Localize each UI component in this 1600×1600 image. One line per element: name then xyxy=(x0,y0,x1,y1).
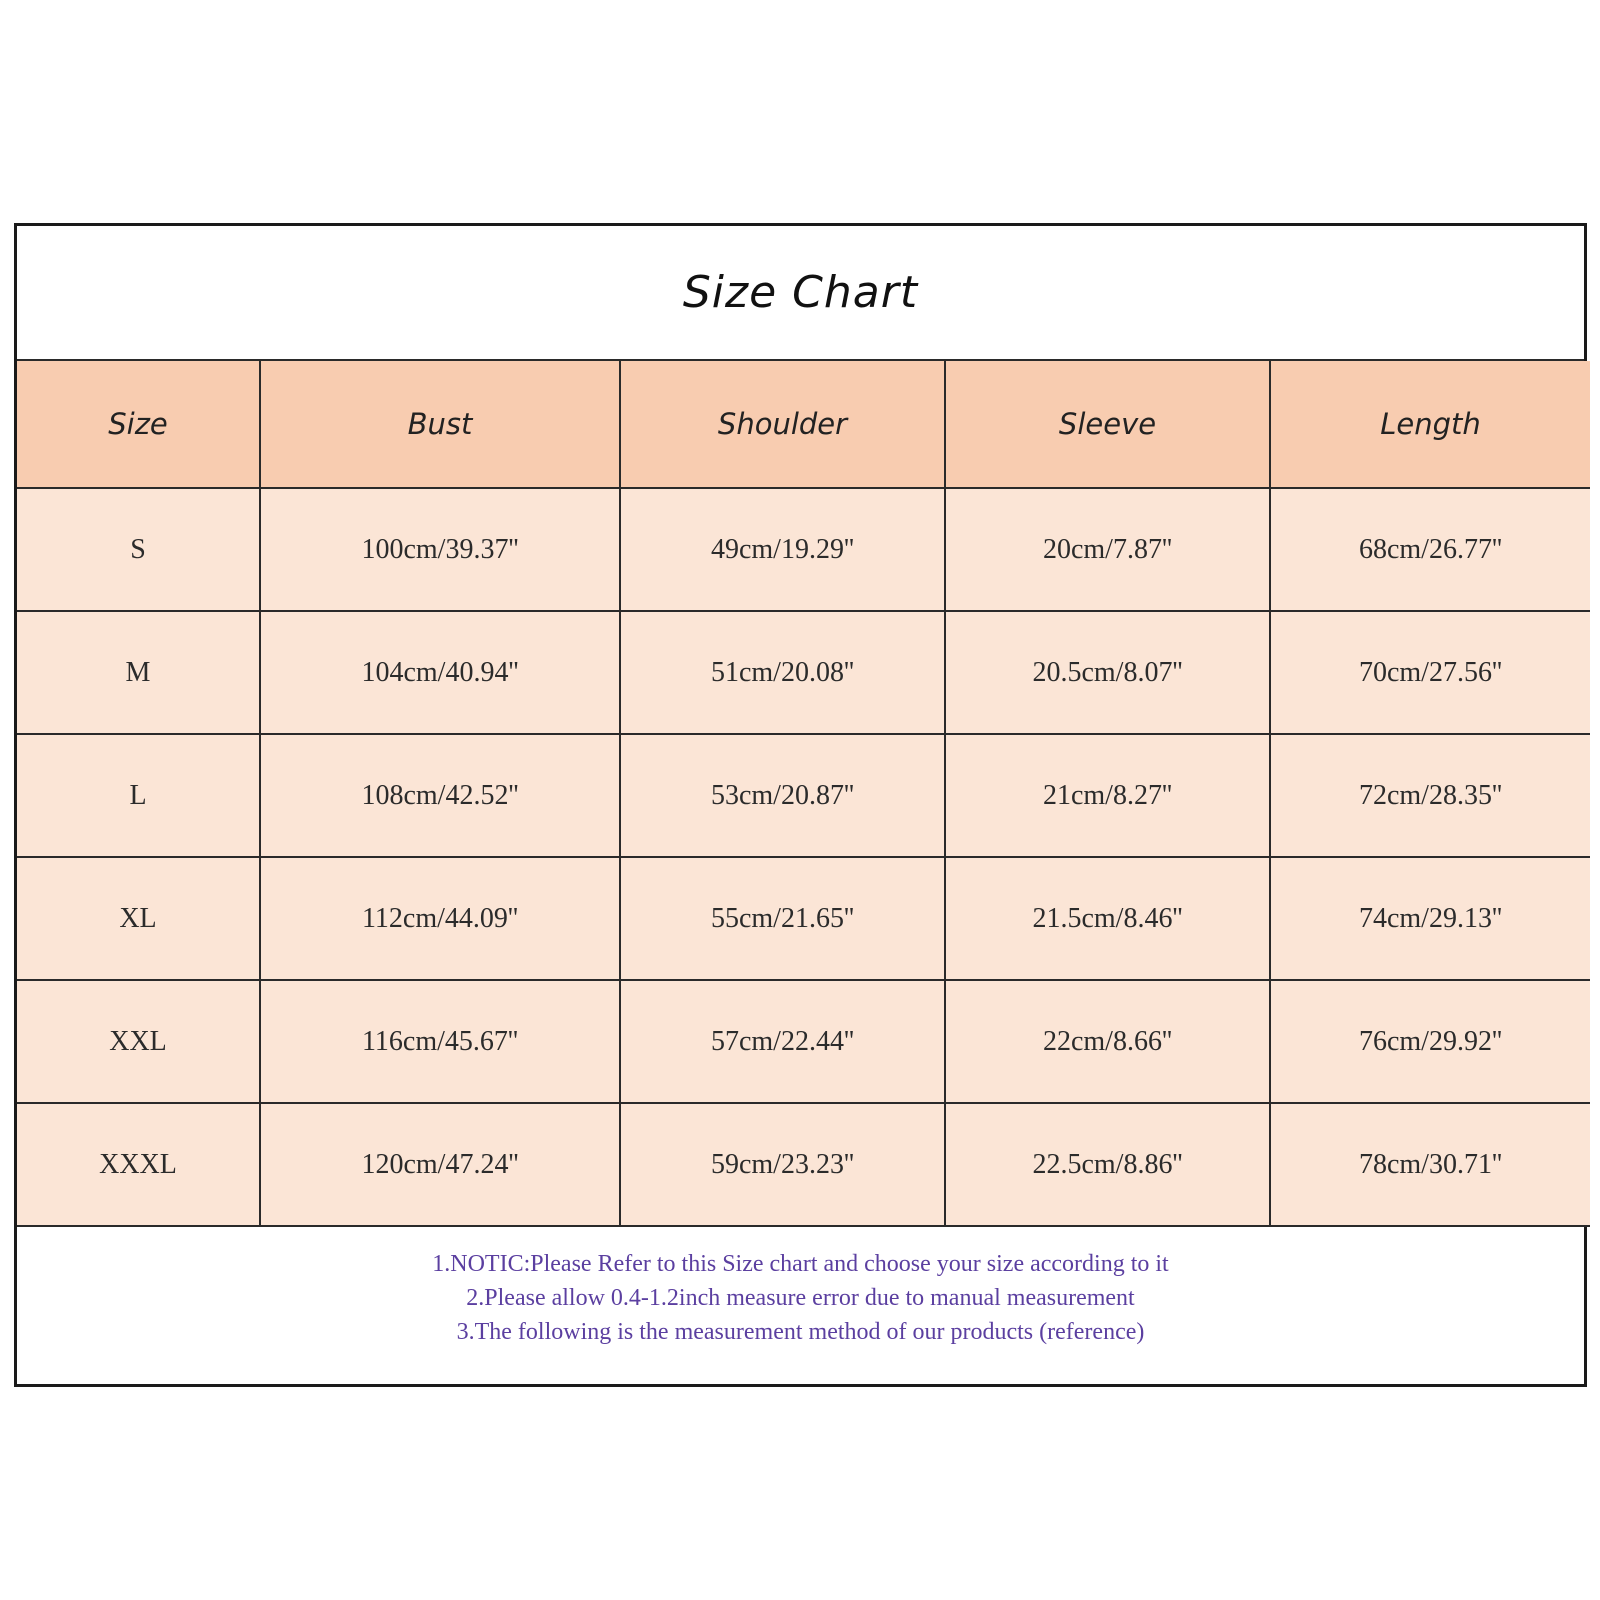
cell-shoulder: 53cm/20.87'' xyxy=(620,734,945,857)
title-area xyxy=(17,226,1584,361)
cell-length: 78cm/30.71'' xyxy=(1270,1103,1590,1226)
cell-sleeve: 22cm/8.66'' xyxy=(945,980,1270,1103)
chart-title: Size Chart xyxy=(682,267,919,318)
cell-sleeve: 22.5cm/8.86'' xyxy=(945,1103,1270,1226)
cell-length: 70cm/27.56'' xyxy=(1270,611,1590,734)
table-row xyxy=(17,1103,1590,1226)
cell-bust: 112cm/44.09'' xyxy=(260,857,620,980)
cell-length: 68cm/26.77'' xyxy=(1270,488,1590,611)
table-row xyxy=(17,980,1590,1103)
cell-size: L xyxy=(17,734,260,857)
table-row xyxy=(17,611,1590,734)
table-row xyxy=(17,488,1590,611)
cell-size: M xyxy=(17,611,260,734)
note-line-3: 3.The following is the measurement method of our products (reference) xyxy=(456,1319,1145,1345)
note-line-2: 2.Please allow 0.4-1.2inch measure error due to manual measurement xyxy=(466,1285,1135,1311)
cell-bust: 116cm/45.67'' xyxy=(260,980,620,1103)
cell-size: XXL xyxy=(17,980,260,1103)
header-size: Size xyxy=(17,361,260,488)
cell-sleeve: 20.5cm/8.07'' xyxy=(945,611,1270,734)
cell-length: 72cm/28.35'' xyxy=(1270,734,1590,857)
cell-shoulder: 51cm/20.08'' xyxy=(620,611,945,734)
header-bust: Bust xyxy=(260,361,620,488)
cell-sleeve: 20cm/7.87'' xyxy=(945,488,1270,611)
cell-shoulder: 57cm/22.44'' xyxy=(620,980,945,1103)
header-length: Length xyxy=(1270,361,1590,488)
cell-length: 74cm/29.13'' xyxy=(1270,857,1590,980)
table-row xyxy=(17,734,1590,857)
table-header-row xyxy=(17,361,1590,488)
table-row xyxy=(17,857,1590,980)
cell-bust: 120cm/47.24'' xyxy=(260,1103,620,1226)
cell-bust: 104cm/40.94'' xyxy=(260,611,620,734)
size-table xyxy=(17,361,1590,1227)
cell-shoulder: 59cm/23.23'' xyxy=(620,1103,945,1226)
cell-size: XXXL xyxy=(17,1103,260,1226)
header-shoulder: Shoulder xyxy=(620,361,945,488)
cell-size: S xyxy=(17,488,260,611)
notes-section xyxy=(17,1227,1584,1349)
cell-sleeve: 21cm/8.27'' xyxy=(945,734,1270,857)
cell-bust: 108cm/42.52'' xyxy=(260,734,620,857)
header-sleeve: Sleeve xyxy=(945,361,1270,488)
cell-length: 76cm/29.92'' xyxy=(1270,980,1590,1103)
cell-bust: 100cm/39.37'' xyxy=(260,488,620,611)
cell-sleeve: 21.5cm/8.46'' xyxy=(945,857,1270,980)
size-chart-frame xyxy=(14,223,1587,1387)
cell-size: XL xyxy=(17,857,260,980)
cell-shoulder: 49cm/19.29'' xyxy=(620,488,945,611)
cell-shoulder: 55cm/21.65'' xyxy=(620,857,945,980)
note-line-1: 1.NOTIC:Please Refer to this Size chart and choose your size according to it xyxy=(432,1251,1169,1277)
